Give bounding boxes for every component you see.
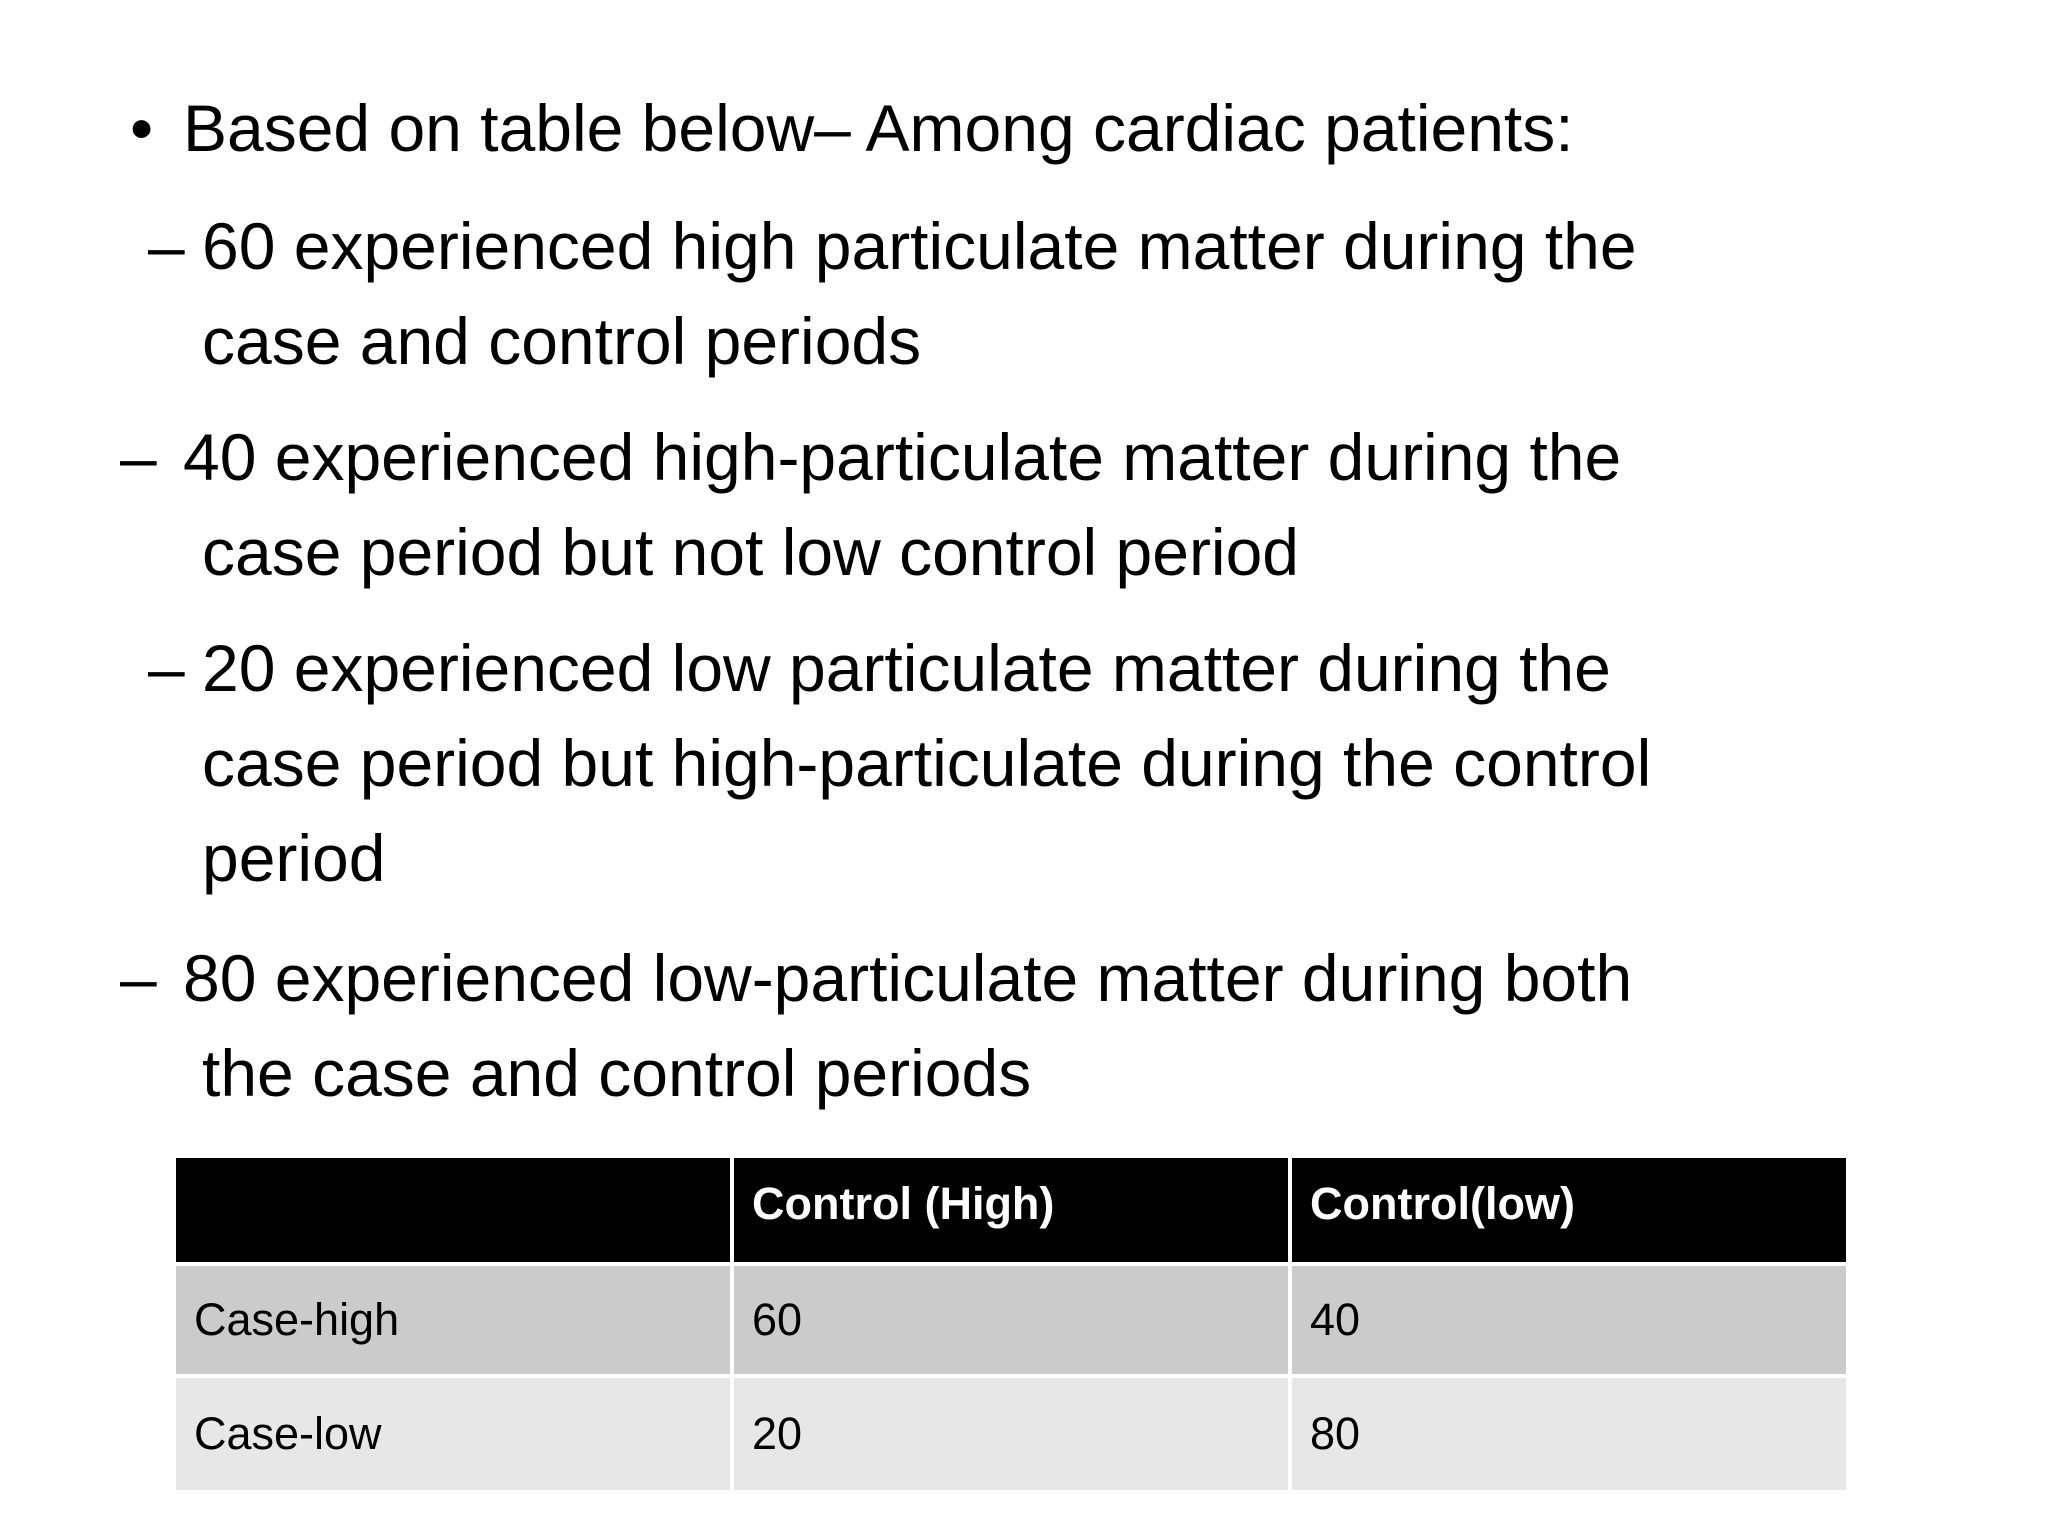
bullet-marker: • [130,91,154,165]
data-table [172,1154,1850,1494]
subitem-3-line-2: case period but high-particulate during the control [202,726,1652,800]
subitem-4-line-1: 80 experienced low-particulate matter during both [183,941,1633,1015]
table-cell: 40 [1290,1264,1848,1376]
subitem-2-line-1: 40 experienced high-particulate matter during the [183,420,1622,494]
subitem-1-line-2: case and control periods [202,304,922,378]
subitem-3-line-1: 20 experienced low particulate matter during the [202,631,1611,705]
table-header-control-high: Control (High) [732,1156,1290,1264]
table-cell-row-label: Case-high [174,1264,732,1376]
subitem-1-marker: – [148,209,185,283]
table-row [174,1376,1848,1492]
table-header-row [174,1156,1848,1264]
table-header-control-low: Control(low) [1290,1156,1848,1264]
subitem-3-line-3: period [202,821,386,895]
table-row [174,1264,1848,1376]
bullet-text: Based on table below– Among cardiac patients: [183,91,1574,165]
subitem-2-marker: – [120,420,157,494]
table-cell: 20 [732,1376,1290,1492]
subitem-1-line-1: 60 experienced high particulate matter during the [202,209,1637,283]
table-cell: 80 [1290,1376,1848,1492]
table-header-corner [174,1156,732,1264]
table-cell-row-label: Case-low [174,1376,732,1492]
subitem-2-line-2: case period but not low control period [202,515,1299,589]
subitem-3-marker: – [148,631,185,705]
table-cell: 60 [732,1264,1290,1376]
subitem-4-line-2: the case and control periods [202,1036,1032,1110]
subitem-4-marker: – [120,941,157,1015]
